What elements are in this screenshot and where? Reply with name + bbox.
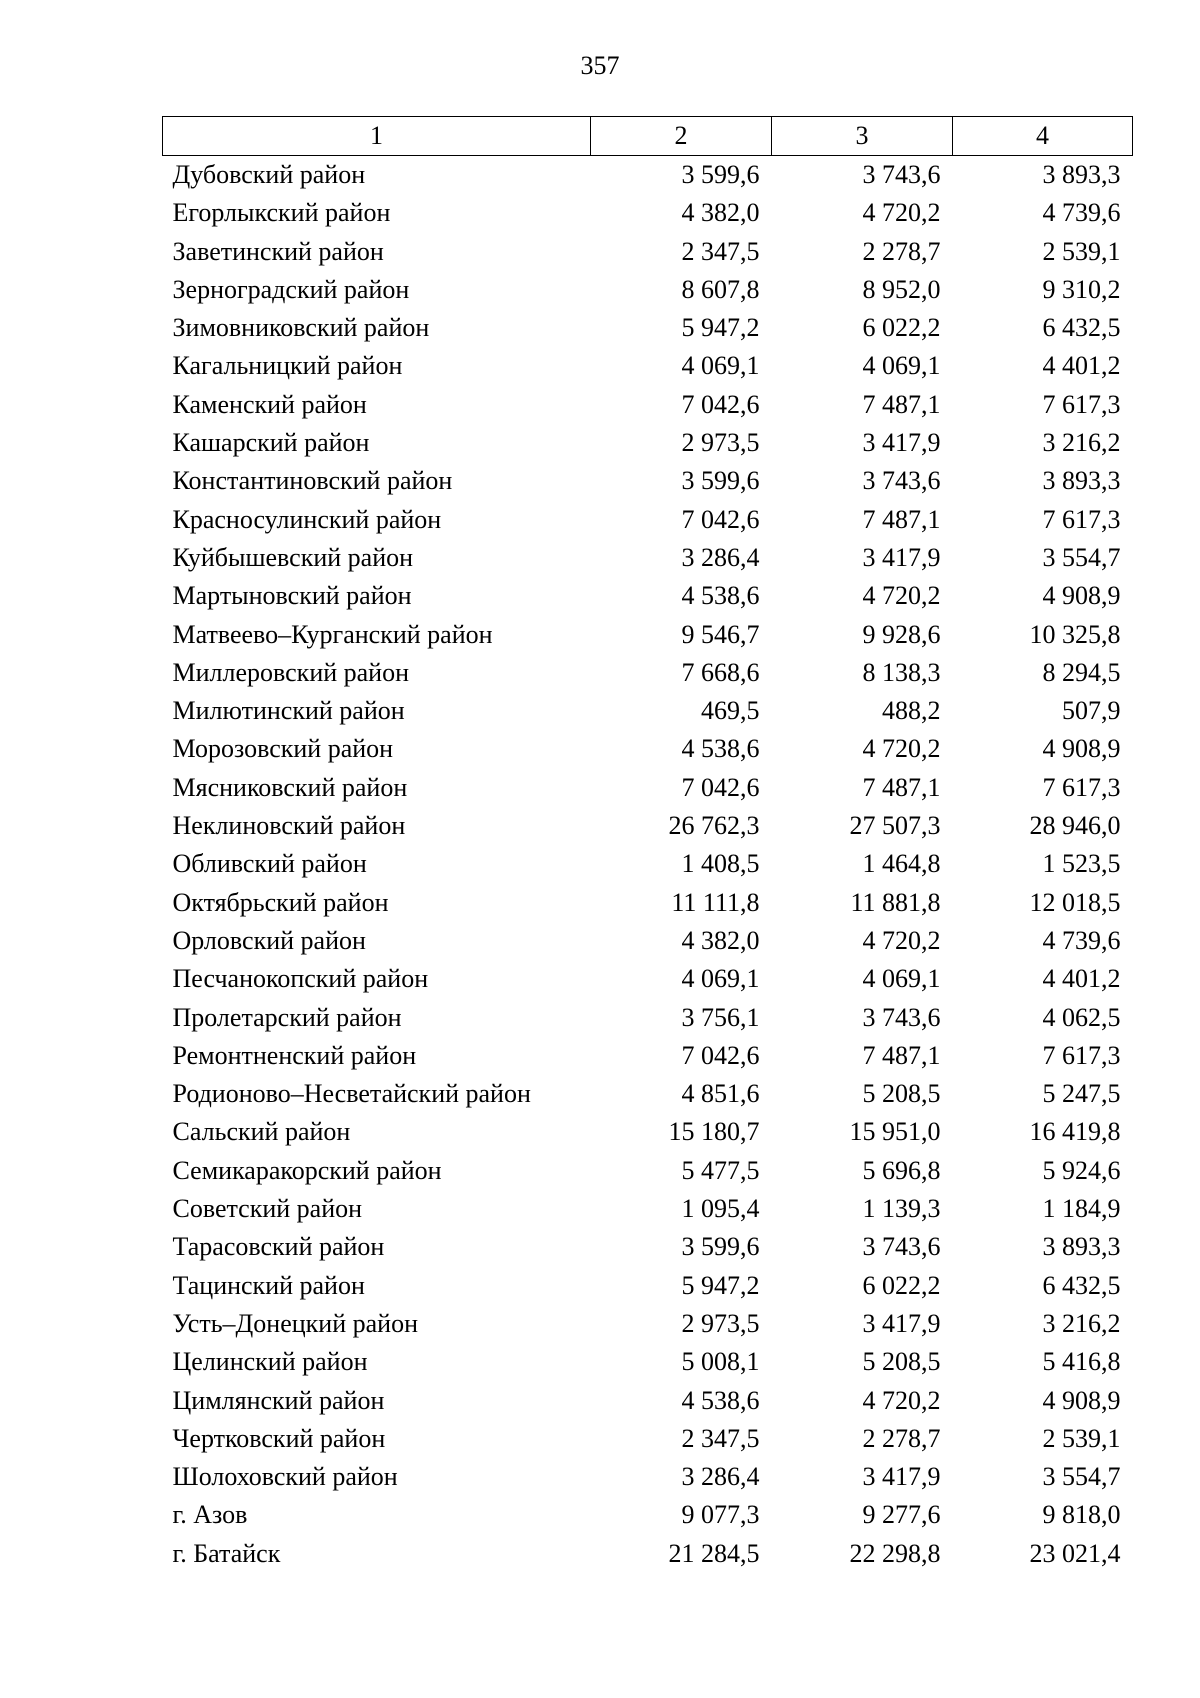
district-name: Матвеево–Курганский район <box>172 619 493 649</box>
value-col-3: 22 298,8 <box>849 1538 941 1568</box>
table-row <box>163 922 1133 960</box>
value-col-2: 3 599,6 <box>681 160 760 189</box>
page-number: 357 <box>580 51 620 80</box>
value-col-3: 3 417,9 <box>862 542 941 572</box>
table-row <box>163 1535 1133 1573</box>
value-col-4: 3 216,2 <box>1042 428 1121 458</box>
table-row <box>163 999 1133 1037</box>
table-row <box>163 577 1133 615</box>
value-col-2: 2 347,5 <box>681 236 760 266</box>
table-row <box>163 1305 1133 1343</box>
table-row <box>163 1190 1133 1228</box>
value-col-4: 3 893,3 <box>1042 466 1121 496</box>
value-col-2: 7 042,6 <box>681 389 760 419</box>
district-name: Дубовский район <box>172 160 366 189</box>
value-col-3: 6 022,2 <box>862 313 941 343</box>
value-col-3: 1 139,3 <box>862 1194 941 1224</box>
value-col-4: 23 021,4 <box>1029 1538 1121 1568</box>
value-col-4: 5 924,6 <box>1042 1155 1121 1185</box>
value-col-4: 3 893,3 <box>1042 1232 1121 1262</box>
value-col-2: 7 042,6 <box>681 504 760 534</box>
value-col-2: 4 382,0 <box>681 925 760 955</box>
value-col-2: 21 284,5 <box>668 1538 760 1568</box>
value-col-3: 3 417,9 <box>862 428 941 458</box>
value-col-3: 6 022,2 <box>862 1270 941 1300</box>
value-col-4: 2 539,1 <box>1042 1423 1121 1453</box>
district-name: Зимовниковский район <box>172 313 430 343</box>
value-col-3: 4 720,2 <box>862 925 941 955</box>
table-row <box>163 654 1133 692</box>
value-col-4: 4 739,6 <box>1042 198 1121 228</box>
district-name: Шолоховский район <box>172 1462 398 1492</box>
value-col-3: 4 069,1 <box>862 964 941 994</box>
district-name: Сальский район <box>172 1117 351 1147</box>
value-col-3: 4 720,2 <box>862 581 941 611</box>
value-col-2: 4 538,6 <box>681 581 760 611</box>
value-col-2: 3 286,4 <box>681 542 760 572</box>
district-name: Неклиновский район <box>172 811 406 841</box>
value-col-4: 4 401,2 <box>1042 964 1121 994</box>
table-row <box>163 616 1133 654</box>
value-col-2: 5 008,1 <box>681 1347 760 1377</box>
value-col-3: 5 208,5 <box>862 1079 941 1109</box>
district-name: Милютинский район <box>172 696 405 726</box>
value-col-4: 507,9 <box>1062 696 1121 726</box>
district-name: г. Азов <box>172 1500 248 1530</box>
column-header-3: 3 <box>772 117 953 156</box>
value-col-3: 7 487,1 <box>862 1040 941 1070</box>
value-col-2: 3 599,6 <box>681 466 760 496</box>
table-row <box>163 233 1133 271</box>
table-row <box>163 1382 1133 1420</box>
district-name: Заветинский район <box>172 236 384 266</box>
table-row <box>163 309 1133 347</box>
value-col-4: 12 018,5 <box>1029 887 1121 917</box>
district-name: Советский район <box>172 1194 363 1224</box>
table-row <box>163 1113 1133 1151</box>
district-name: Константиновский район <box>172 466 453 496</box>
table-row <box>163 194 1133 232</box>
value-col-3: 11 881,8 <box>850 887 941 917</box>
district-name: Тарасовский район <box>172 1232 385 1262</box>
table-row <box>163 884 1133 922</box>
district-name: Целинский район <box>172 1347 368 1377</box>
table-row <box>163 730 1133 768</box>
district-name: Ремонтненский район <box>172 1040 417 1070</box>
value-col-3: 7 487,1 <box>862 389 941 419</box>
table-row <box>163 807 1133 845</box>
district-name: Зерноградский район <box>172 274 410 304</box>
value-col-2: 4 851,6 <box>681 1079 760 1109</box>
value-col-4: 3 216,2 <box>1042 1308 1121 1338</box>
value-col-4: 4 401,2 <box>1042 351 1121 381</box>
value-col-4: 6 432,5 <box>1042 313 1121 343</box>
value-col-3: 3 743,6 <box>862 160 941 189</box>
table-row <box>163 845 1133 883</box>
value-col-3: 8 952,0 <box>862 274 941 304</box>
table-row <box>163 539 1133 577</box>
value-col-2: 3 756,1 <box>681 1002 760 1032</box>
district-name: Морозовский район <box>172 734 394 764</box>
value-col-3: 9 928,6 <box>862 619 941 649</box>
value-col-3: 5 696,8 <box>862 1155 941 1185</box>
value-col-4: 5 247,5 <box>1042 1079 1121 1109</box>
value-col-4: 7 617,3 <box>1042 389 1121 419</box>
value-col-3: 2 278,7 <box>862 1423 941 1453</box>
column-header-2: 2 <box>591 117 772 156</box>
district-name: Мясниковский район <box>172 772 408 802</box>
value-col-3: 3 743,6 <box>862 466 941 496</box>
table-row <box>163 1075 1133 1113</box>
district-name: Мартыновский район <box>172 581 412 611</box>
value-col-4: 9 310,2 <box>1042 274 1121 304</box>
value-col-2: 15 180,7 <box>668 1117 760 1147</box>
table-row <box>163 462 1133 500</box>
table-row <box>163 692 1133 730</box>
district-name: Куйбышевский район <box>172 542 414 572</box>
value-col-3: 27 507,3 <box>849 811 941 841</box>
value-col-2: 7 042,6 <box>681 1040 760 1070</box>
value-col-2: 4 069,1 <box>681 964 760 994</box>
table-row <box>163 1496 1133 1534</box>
district-name: Чертковский район <box>172 1423 386 1453</box>
value-col-3: 4 069,1 <box>862 351 941 381</box>
value-col-3: 1 464,8 <box>862 849 941 879</box>
value-col-3: 8 138,3 <box>862 657 941 687</box>
value-col-2: 11 111,8 <box>671 887 760 917</box>
table-row <box>163 1152 1133 1190</box>
value-col-4: 5 416,8 <box>1042 1347 1121 1377</box>
value-col-4: 10 325,8 <box>1029 619 1121 649</box>
table-body <box>163 156 1133 1573</box>
value-col-2: 4 069,1 <box>681 351 760 381</box>
value-col-4: 1 523,5 <box>1042 849 1121 879</box>
value-col-3: 4 720,2 <box>862 198 941 228</box>
district-name: Октябрьский район <box>172 887 389 917</box>
table-row <box>163 156 1133 195</box>
table-row <box>163 501 1133 539</box>
district-name: Обливский район <box>172 849 367 879</box>
value-col-2: 5 947,2 <box>681 1270 760 1300</box>
value-col-2: 7 042,6 <box>681 772 760 802</box>
value-col-2: 1 095,4 <box>681 1194 760 1224</box>
value-col-2: 4 538,6 <box>681 1385 760 1415</box>
district-name: Пролетарский район <box>172 1002 402 1032</box>
value-col-2: 9 077,3 <box>681 1500 760 1530</box>
value-col-4: 4 908,9 <box>1042 581 1121 611</box>
district-name: Усть–Донецкий район <box>172 1308 418 1338</box>
value-col-4: 9 818,0 <box>1042 1500 1121 1530</box>
table-row <box>163 769 1133 807</box>
district-name: Цимлянский район <box>172 1385 385 1415</box>
value-col-2: 2 973,5 <box>681 428 760 458</box>
value-col-4: 3 554,7 <box>1042 1462 1121 1492</box>
value-col-2: 2 973,5 <box>681 1308 760 1338</box>
value-col-4: 4 908,9 <box>1042 1385 1121 1415</box>
table-row <box>163 1420 1133 1458</box>
data-table <box>162 116 1133 1573</box>
value-col-3: 4 720,2 <box>862 734 941 764</box>
value-col-2: 4 382,0 <box>681 198 760 228</box>
district-name: Семикаракорский район <box>172 1155 442 1185</box>
table-row <box>163 1037 1133 1075</box>
value-col-3: 5 208,5 <box>862 1347 941 1377</box>
value-col-2: 4 538,6 <box>681 734 760 764</box>
header-row <box>163 117 1133 156</box>
table-row <box>163 424 1133 462</box>
value-col-2: 469,5 <box>701 696 760 726</box>
value-col-3: 2 278,7 <box>862 236 941 266</box>
value-col-4: 4 908,9 <box>1042 734 1121 764</box>
value-col-2: 5 477,5 <box>681 1155 760 1185</box>
value-col-2: 1 408,5 <box>681 849 760 879</box>
district-name: Егорлыкский район <box>172 198 391 228</box>
table-row <box>163 1458 1133 1496</box>
table-row <box>163 960 1133 998</box>
value-col-2: 8 607,8 <box>681 274 760 304</box>
district-name: Кагальницкий район <box>172 351 403 381</box>
value-col-3: 9 277,6 <box>862 1500 941 1530</box>
value-col-4: 3 554,7 <box>1042 542 1121 572</box>
district-name: г. Батайск <box>172 1538 281 1568</box>
value-col-4: 28 946,0 <box>1029 811 1121 841</box>
value-col-4: 7 617,3 <box>1042 504 1121 534</box>
value-col-3: 7 487,1 <box>862 504 941 534</box>
value-col-4: 7 617,3 <box>1042 1040 1121 1070</box>
district-name: Кашарский район <box>172 428 370 458</box>
value-col-2: 2 347,5 <box>681 1423 760 1453</box>
value-col-3: 3 743,6 <box>862 1002 941 1032</box>
table-header <box>163 117 1133 156</box>
district-name: Родионово–Несветайский район <box>172 1079 531 1109</box>
value-col-3: 15 951,0 <box>849 1117 941 1147</box>
value-col-3: 7 487,1 <box>862 772 941 802</box>
value-col-3: 3 417,9 <box>862 1462 941 1492</box>
table-row <box>163 1228 1133 1266</box>
value-col-3: 488,2 <box>882 696 941 726</box>
value-col-4: 1 184,9 <box>1042 1194 1121 1224</box>
district-name: Орловский район <box>172 925 366 955</box>
value-col-2: 9 546,7 <box>681 619 760 649</box>
value-col-4: 4 062,5 <box>1042 1002 1121 1032</box>
value-col-4: 3 893,3 <box>1042 160 1121 189</box>
value-col-3: 3 743,6 <box>862 1232 941 1262</box>
value-col-2: 3 286,4 <box>681 1462 760 1492</box>
value-col-3: 4 720,2 <box>862 1385 941 1415</box>
value-col-2: 3 599,6 <box>681 1232 760 1262</box>
value-col-4: 8 294,5 <box>1042 657 1121 687</box>
district-name: Миллеровский район <box>172 657 410 687</box>
district-name: Красносулинский район <box>172 504 442 534</box>
value-col-4: 4 739,6 <box>1042 925 1121 955</box>
district-name: Песчанокопский район <box>172 964 429 994</box>
table-row <box>163 386 1133 424</box>
table-row <box>163 347 1133 385</box>
value-col-4: 7 617,3 <box>1042 772 1121 802</box>
value-col-2: 26 762,3 <box>668 811 760 841</box>
table-row <box>163 1267 1133 1305</box>
column-header-4: 4 <box>953 117 1133 156</box>
value-col-4: 2 539,1 <box>1042 236 1121 266</box>
district-name: Тацинский район <box>172 1270 365 1300</box>
value-col-4: 16 419,8 <box>1029 1117 1121 1147</box>
value-col-3: 3 417,9 <box>862 1308 941 1338</box>
table-row <box>163 271 1133 309</box>
value-col-2: 5 947,2 <box>681 313 760 343</box>
column-header-1: 1 <box>163 117 591 156</box>
value-col-2: 7 668,6 <box>681 657 760 687</box>
table-row <box>163 1343 1133 1381</box>
district-name: Каменский район <box>172 389 367 419</box>
value-col-4: 6 432,5 <box>1042 1270 1121 1300</box>
